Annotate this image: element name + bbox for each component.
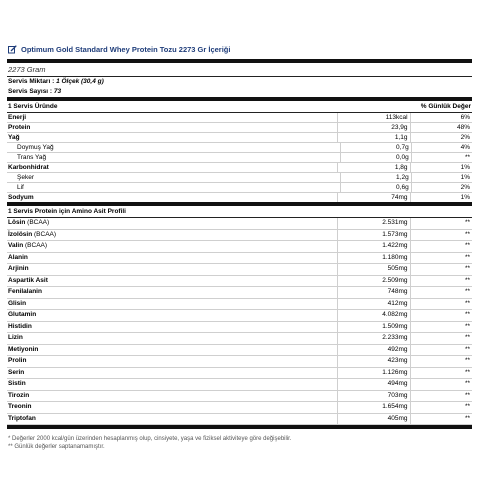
amino-name — [7, 391, 337, 402]
amino-name — [7, 310, 337, 321]
amino-acid-name: Triptofan — [8, 414, 36, 422]
amino-amount: 1.509mg — [337, 322, 409, 333]
amino-rows — [7, 218, 472, 425]
nutrient-daily-value: 4% — [411, 143, 472, 152]
table-row — [7, 153, 472, 163]
amino-amount: 405mg — [337, 414, 409, 425]
table-row — [7, 230, 472, 242]
amino-acid-name: Alanin — [8, 253, 28, 261]
nutrient-daily-value: 6% — [410, 113, 472, 122]
header-right: % Günlük Değer — [420, 103, 471, 110]
table-row — [7, 368, 472, 380]
amino-amount: 748mg — [337, 287, 409, 298]
serving-size — [7, 77, 472, 87]
table-row — [7, 322, 472, 334]
table-row — [7, 113, 472, 123]
amino-acid-name: Fenilalanin — [8, 288, 42, 295]
nutrient-amount: 0,6g — [340, 183, 411, 192]
nutrient-name: Protein — [8, 124, 31, 131]
serving-count-value: 73 — [53, 88, 62, 95]
amino-daily-value: ** — [410, 356, 472, 367]
amino-acid-name: Lösin — [8, 219, 26, 226]
table-row — [7, 299, 472, 311]
serving-count-label: Servis Sayısı : — [8, 88, 53, 95]
table-row — [7, 310, 472, 322]
amino-section-title: 1 Servis Protein için Amino Asit Profili — [7, 206, 472, 218]
table-row — [7, 143, 472, 153]
table-row — [7, 183, 472, 193]
table-row — [7, 356, 472, 368]
amino-amount: 1.573mg — [337, 230, 409, 241]
table-row — [7, 414, 472, 426]
nutrient-name: Şeker — [17, 174, 34, 181]
nutrient-amount: 23,9g — [337, 123, 409, 132]
amino-amount: 2.233mg — [337, 333, 409, 344]
amino-daily-value: ** — [410, 241, 472, 252]
nutrient-amount: 1,2g — [340, 173, 411, 182]
amino-amount: 494mg — [337, 379, 409, 390]
amino-daily-value: ** — [410, 264, 472, 275]
amino-acid-name: Treonin — [8, 403, 32, 410]
nutrition-facts-table — [7, 59, 472, 451]
serving-size-value: 1 Ölçek (30,4 g) — [56, 78, 104, 85]
nutrient-name: Yağ — [8, 134, 20, 141]
amino-amount: 423mg — [337, 356, 409, 367]
amino-daily-value: ** — [410, 276, 472, 287]
amino-amount: 412mg — [337, 299, 409, 310]
amino-amount: 703mg — [337, 391, 409, 402]
table-row — [7, 163, 472, 173]
amino-amount: 1.180mg — [337, 253, 409, 264]
table-row — [7, 402, 472, 414]
footnote-2: ** Günlük değerler saptanamamıştır. — [8, 444, 105, 450]
nutrient-name: Doymuş Yağ — [17, 144, 54, 151]
package-amount: 2273 Gram — [8, 65, 46, 74]
amino-name — [7, 322, 337, 333]
amino-amount: 2.509mg — [337, 276, 409, 287]
nutrient-amount: 1,8g — [337, 163, 409, 172]
amino-daily-value: ** — [410, 402, 472, 413]
edit-icon — [8, 45, 17, 54]
table-row — [7, 133, 472, 143]
amino-acid-name: İzolösin — [8, 230, 33, 238]
nutrient-name: Trans Yağ — [17, 154, 47, 161]
amino-name — [7, 264, 337, 275]
amino-acid-name: Sistin — [8, 380, 26, 387]
amino-name — [7, 356, 337, 367]
table-row — [7, 253, 472, 265]
amino-name — [7, 253, 337, 264]
amino-daily-value: ** — [410, 322, 472, 333]
nutrient-daily-value: 48% — [410, 123, 472, 132]
table-row — [7, 276, 472, 288]
amino-name — [7, 402, 337, 413]
table-row — [7, 333, 472, 345]
amino-acid-name: Glutamin — [8, 311, 37, 318]
amino-acid-note: (BCAA) — [23, 242, 48, 249]
amino-amount: 1.126mg — [337, 368, 409, 379]
nutrient-daily-value: 1% — [411, 173, 472, 182]
nutrient-name: Enerji — [8, 114, 27, 121]
table-row — [7, 287, 472, 299]
serving-count — [7, 87, 472, 97]
amino-name — [7, 368, 337, 379]
nutrient-amount: 113kcal — [337, 113, 409, 122]
amino-acid-name: Aspartik Asit — [8, 276, 48, 284]
table-row — [7, 264, 472, 276]
table-row — [7, 193, 472, 202]
nutrient-name: Lif — [17, 184, 24, 191]
table-row — [7, 173, 472, 183]
table-row — [7, 123, 472, 133]
amino-acid-name: Tirozin — [8, 391, 30, 399]
amino-daily-value: ** — [410, 368, 472, 379]
amino-acid-note: (BCAA) — [32, 230, 57, 238]
amino-amount: 2.531mg — [337, 218, 409, 229]
amino-daily-value: ** — [410, 287, 472, 298]
nutrient-amount: 1,1g — [337, 133, 409, 142]
table-row — [7, 241, 472, 253]
amino-acid-name: Lizin — [8, 334, 23, 341]
amino-acid-name: Serin — [8, 368, 25, 376]
amino-daily-value: ** — [410, 218, 472, 229]
amino-name — [7, 379, 337, 390]
amino-amount: 492mg — [337, 345, 409, 356]
table-row — [7, 379, 472, 391]
amino-acid-name: Arjinin — [8, 265, 29, 272]
amino-name — [7, 333, 337, 344]
amino-name — [7, 276, 337, 287]
amino-name — [7, 414, 337, 425]
page-title-text: Optimum Gold Standard Whey Protein Tozu 2273 Gr İçeriği — [21, 44, 231, 54]
amino-acid-name: Valin — [8, 242, 24, 249]
table-row — [7, 218, 472, 230]
nutrient-daily-value: 1% — [410, 163, 472, 172]
amino-amount: 1.422mg — [337, 241, 409, 252]
amino-amount: 4.082mg — [337, 310, 409, 321]
serving-size-label: Servis Miktarı : — [8, 78, 55, 85]
amino-acid-name: Glisin — [8, 299, 27, 307]
amino-name — [7, 287, 337, 298]
amino-name — [7, 241, 337, 252]
amino-daily-value: ** — [410, 299, 472, 310]
amino-daily-value: ** — [410, 414, 472, 425]
amino-name — [7, 230, 337, 241]
amino-daily-value: ** — [410, 310, 472, 321]
amino-daily-value: ** — [410, 379, 472, 390]
amino-daily-value: ** — [410, 253, 472, 264]
footnote-1: * Değerler 2000 kcal/gün üzerinden hesaplanmış olup, cinsiyete, yaşa ve fiziksel aktiviteye göre değişebilir. — [8, 436, 292, 442]
nutrient-name: Karbonhidrat — [8, 164, 49, 171]
amino-name — [7, 299, 337, 310]
amino-acid-name: Prolin — [8, 357, 27, 364]
nutrient-amount: 74mg — [337, 193, 409, 202]
table-row — [7, 391, 472, 403]
amino-amount: 505mg — [337, 264, 409, 275]
header-left: 1 Servis Üründe — [8, 103, 58, 110]
nutrient-amount: 0,0g — [340, 153, 411, 162]
page-title — [8, 42, 473, 56]
nutrient-amount: 0,7g — [340, 143, 411, 152]
nutrient-daily-value: 2% — [411, 183, 472, 192]
amino-daily-value: ** — [410, 345, 472, 356]
table-row — [7, 345, 472, 357]
amino-daily-value: ** — [410, 230, 472, 241]
nutrient-daily-value: 1% — [410, 193, 472, 202]
nutrient-daily-value: 2% — [410, 133, 472, 142]
amino-acid-name: Metiyonin — [8, 345, 39, 353]
amino-daily-value: ** — [410, 391, 472, 402]
nutrient-daily-value: ** — [411, 153, 472, 162]
amino-acid-note: (BCAA) — [25, 219, 50, 226]
nutrient-rows — [7, 113, 472, 202]
amino-name — [7, 345, 337, 356]
nutrient-name: Sodyum — [8, 194, 34, 201]
amino-name — [7, 218, 337, 229]
amino-amount: 1.654mg — [337, 402, 409, 413]
table-header — [7, 101, 472, 113]
amino-acid-name: Histidin — [8, 322, 32, 330]
amino-daily-value: ** — [410, 333, 472, 344]
